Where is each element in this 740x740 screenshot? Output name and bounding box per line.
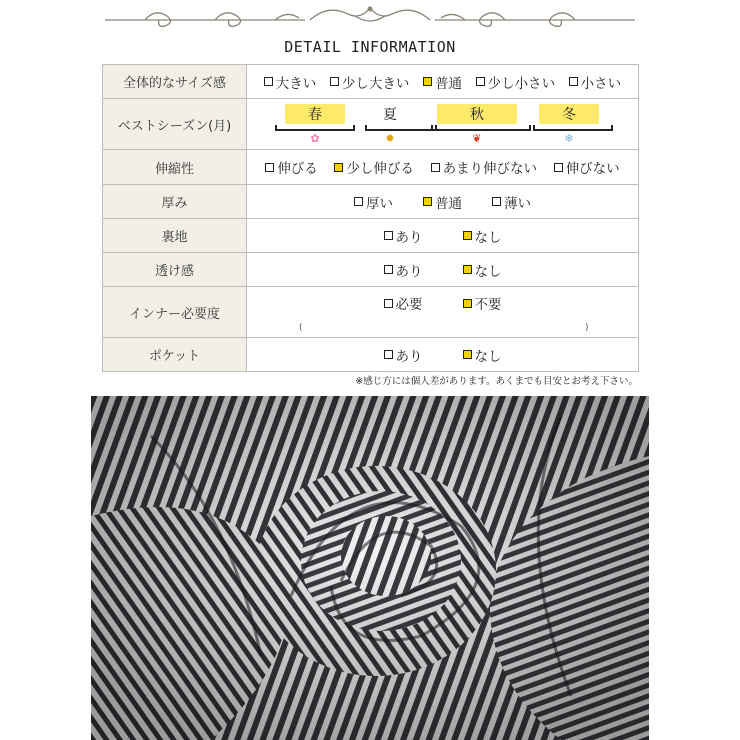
season-chart [247,99,639,150]
season-range-bracket [275,125,355,131]
option-label: 大きい [275,75,317,92]
season-range-bracket [533,125,613,131]
option [423,72,462,92]
season-1 [372,104,408,126]
option-label: 普通 [435,195,462,212]
season-0 [285,104,345,126]
option [476,72,556,92]
unchecked-box-icon [476,77,485,86]
season-name: 冬 [562,107,576,123]
season-2 [437,104,517,126]
option [463,293,502,313]
decorative-flourish [105,4,635,30]
option-label: 必要 [395,297,423,313]
size-row [103,65,639,99]
thickness-row [103,185,639,219]
option [463,260,502,280]
row-label: インナー必要度 [103,287,247,338]
option-label: なし [474,348,502,365]
best-season-row [103,99,639,150]
option-label: あり [395,348,423,365]
unchecked-box-icon [384,299,393,308]
option [569,72,622,92]
checked-box-icon [463,231,472,240]
unchecked-box-icon [384,265,393,274]
unchecked-box-icon [492,197,501,206]
snowflake-icon: ❄ [564,132,574,145]
unchecked-box-icon [554,163,563,172]
option [330,72,410,92]
option [492,192,531,212]
row-label: 厚み [103,185,247,219]
option [384,293,423,313]
option [554,157,620,177]
option [384,226,423,246]
checked-box-icon [463,265,472,274]
row-label: 全体的なサイズ感 [103,65,247,99]
striped-fabric-photo [91,396,649,740]
option-label: 少し大きい [341,75,410,92]
option [463,345,502,365]
checked-box-icon [463,350,472,359]
inner-need-row [103,287,639,338]
option [384,260,423,280]
unchecked-box-icon [264,77,273,86]
option-label: 伸びない [565,161,620,177]
option-label: 不要 [474,297,502,313]
row-label: ベストシーズン(月) [103,99,247,150]
unchecked-box-icon [265,163,274,172]
unchecked-box-icon [330,77,339,86]
row-label: ポケット [103,338,247,372]
row-label: 伸縮性 [103,150,247,185]
unchecked-box-icon [384,350,393,359]
checked-box-icon [334,163,343,172]
option [423,192,462,212]
thickness-options [247,185,639,219]
option-label: 厚い [366,195,393,212]
unchecked-box-icon [431,163,440,172]
paren-open: ( [299,323,303,333]
maple-leaf-icon: ❦ [472,132,482,145]
pocket-options [247,338,639,372]
flower-icon: ✿ [310,132,320,145]
option [264,72,317,92]
option-label: あり [395,263,423,280]
row-label: 透け感 [103,253,247,287]
season-range-bracket [431,125,531,131]
stretch-row [103,150,639,185]
unchecked-box-icon [384,231,393,240]
option-label: 少し伸びる [346,161,414,177]
option-label: あり [395,229,423,246]
unchecked-box-icon [569,77,578,86]
sunflower-icon: ✹ [385,132,395,145]
detail-info-table [102,64,639,372]
checked-box-icon [463,299,472,308]
season-name: 春 [308,107,322,123]
option-label: なし [474,263,502,280]
sheerness-options [247,253,639,287]
lining-row [103,219,639,253]
row-label: 裏地 [103,219,247,253]
option [384,345,423,365]
option-label: 少し小さい [487,75,556,92]
checked-box-icon [423,197,432,206]
checked-box-icon [423,77,432,86]
sheerness-row [103,253,639,287]
pocket-row [103,338,639,372]
season-range-bracket [365,125,437,131]
season-name: 夏 [383,107,397,123]
unchecked-box-icon [354,197,363,206]
option-label: 普通 [434,75,462,92]
option-label: 小さい [580,75,622,92]
option [334,157,414,177]
option-label: なし [474,229,502,246]
season-3 [539,104,599,126]
option [354,192,393,212]
option [431,157,538,177]
option-label: 伸びる [277,161,318,177]
season-name: 秋 [470,107,484,123]
option-label: あまり伸びない [442,161,538,177]
stretch-options [247,150,639,185]
option-label: 薄い [504,195,531,212]
option [463,226,502,246]
page-title: DETAIL INFORMATION [284,38,456,56]
option [265,157,318,177]
paren-close: ) [585,323,589,333]
inner-need-options [247,287,639,338]
footnote: ※感じ方には個人差があります。あくまでも目安とお考え下さい。 [355,376,638,387]
lining-options [247,219,639,253]
size-options [247,65,639,99]
